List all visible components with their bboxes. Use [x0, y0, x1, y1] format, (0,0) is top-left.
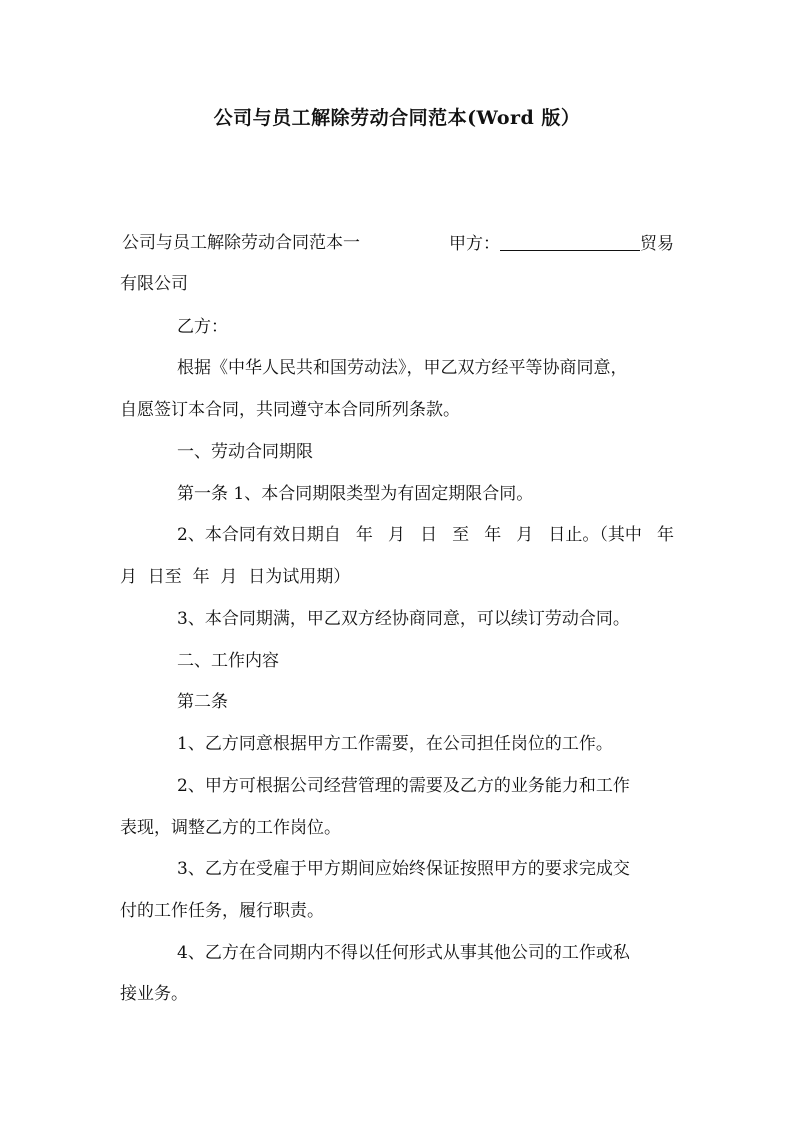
- article-2-item-1: 1、乙方同意根据甲方工作需要，在公司担任岗位的工作。: [177, 734, 613, 754]
- article-2-item-3-line-1: 3、乙方在受雇于甲方期间应始终保证按照甲方的要求完成交: [177, 859, 630, 879]
- preamble-line-1: 根据《中华人民共和国劳动法》，甲乙双方经平等协商同意，: [177, 358, 628, 378]
- article-2-item-2-line-2: 表现，调整乙方的工作岗位。: [120, 818, 341, 838]
- item-2-text-h: 日止。（其中: [548, 525, 642, 545]
- item-2-text-f: 年: [484, 525, 502, 545]
- item-2-text-c: 月: [387, 525, 405, 545]
- article-2-item-2-line-1: 2、甲方可根据公司经营管理的需要及乙方的业务能力和工作: [177, 776, 630, 796]
- contract-heading: 公司与员工解除劳动合同范本一: [122, 233, 360, 253]
- article-2-item-3-line-2: 付的工作任务，履行职责。: [120, 901, 324, 921]
- article-1-item-2-line-1: [177, 522, 674, 548]
- section-2-title: 二、工作内容: [177, 651, 279, 671]
- item-2-text-a: 2、本合同有效日期自: [177, 525, 341, 545]
- article-2-title: 第二条: [177, 692, 228, 712]
- item-2-text-d: 日: [420, 525, 438, 545]
- document-title: 公司与员工解除劳动合同范本(Word 版）: [213, 107, 581, 129]
- preamble-line-2: 自愿签订本合同，共同遵守本合同所列条款。: [120, 400, 460, 420]
- party-a-label: 甲方：: [449, 234, 500, 254]
- party-b-line: 乙方：: [177, 317, 228, 337]
- party-a-continuation: 有限公司: [120, 274, 188, 294]
- party-a-blank: [500, 230, 640, 251]
- item-2-text-g: 月: [516, 525, 534, 545]
- section-1-title: 一、劳动合同期限: [177, 442, 313, 462]
- party-a-suffix: 贸易: [640, 234, 674, 254]
- article-1-item-1: 第一条 1、本合同期限类型为有固定期限合同。: [177, 484, 534, 504]
- item-2-text-e: 至: [452, 525, 470, 545]
- item-2-text-b: 年: [355, 525, 373, 545]
- article-1-item-2-line-2: 月 日至 年 月 日为试用期）: [120, 567, 351, 587]
- article-2-item-4-line-1: 4、乙方在合同期内不得以任何形式从事其他公司的工作或私: [177, 943, 630, 963]
- item-2-text-i: 年: [656, 525, 674, 545]
- article-2-item-4-line-2: 接业务。: [120, 984, 188, 1004]
- intro-line: [122, 230, 674, 257]
- article-1-item-3: 3、本合同期满，甲乙双方经协商同意，可以续订劳动合同。: [177, 609, 630, 629]
- party-a-group: [449, 230, 674, 257]
